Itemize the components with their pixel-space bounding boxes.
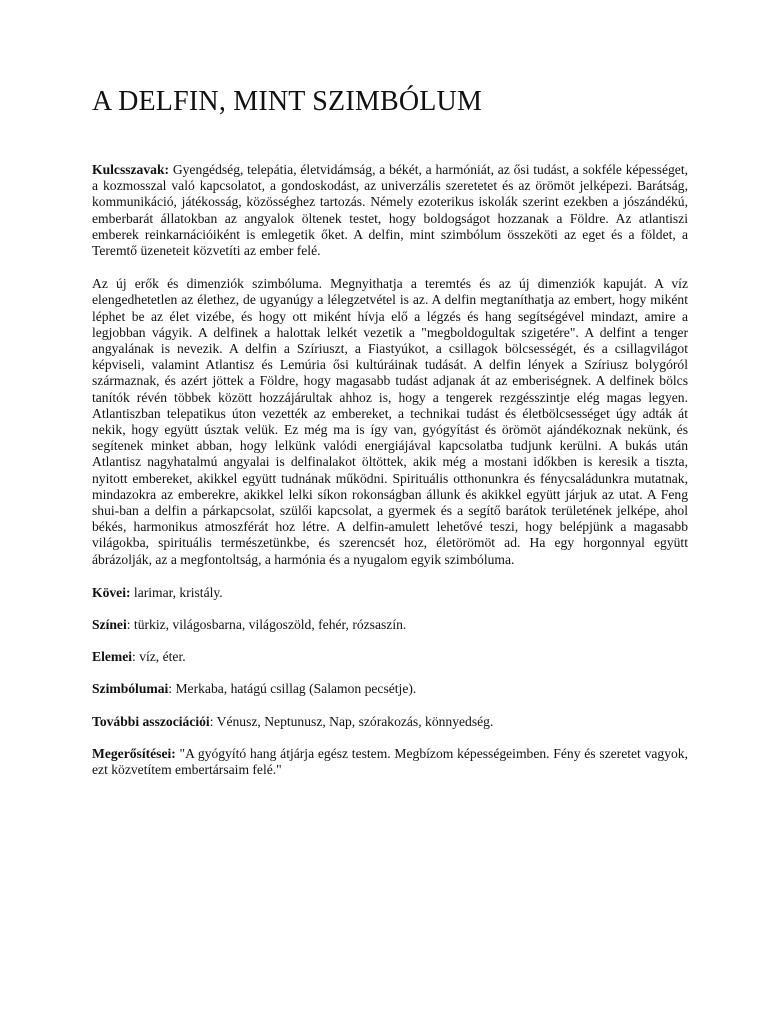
field-text: : Merkaba, hatágú csillag (Salamon pecsétje). [168, 681, 417, 697]
keywords-label: Kulcsszavak: [92, 162, 170, 177]
field-elements [92, 649, 688, 665]
field-affirmations [92, 746, 688, 778]
document-body [92, 162, 688, 794]
field-text: : víz, éter. [132, 649, 186, 665]
field-associations [92, 714, 688, 730]
keywords-text: Gyengédség, telepátia, életvidámság, a békét, a harmóniát, az ősi tudást, a sokféle képességet, a kozmosszal való kapcsolatot, a gondoskodást, az univerzális szeretetet és az örömöt jelképezi. Barátság, kommunikáció, játékosság, közösséghez tartozás. Némely ezoterikus iskolák szerint ezekben a jószándékú, emberbarát állatokban az angyalok öltenek testet, hogy boldogságot hozzanak a Földre. Az atlantiszi emberek reinkarnációiként is emlegetik őket. A delfin, mint szimbólum összeköti az eget és a földet, a Teremtő üzeneteit közvetíti az ember felé. [92, 162, 688, 259]
field-stones [92, 585, 688, 601]
field-label: Színei [92, 617, 127, 633]
field-label: Szimbólumai [92, 681, 169, 697]
document-title: A DELFIN, MINT SZIMBÓLUM [92, 86, 483, 117]
field-text: : türkiz, világosbarna, világoszöld, fehér, rózsaszín. [126, 617, 407, 633]
field-text: "A gyógyító hang átjárja egész testem. Megbízom képességeimben. Fény és szeretet vagyok, ezt közvetítem embertársaim felé." [92, 745, 688, 778]
field-text: larimar, kristály. [130, 584, 223, 600]
keywords-paragraph [92, 162, 688, 259]
field-symbols [92, 681, 688, 697]
field-label: Elemei [92, 649, 133, 665]
field-label: További asszociációi [92, 713, 210, 729]
field-text: : Vénusz, Neptunusz, Nap, szórakozás, könnyedség. [209, 713, 494, 729]
symbolism-paragraph: Az új erők és dimenziók szimbóluma. Megnyithatja a teremtés és az új dimenziók kapuját. A víz elengedhetetlen az élethez, de ugyanúgy a lélegzetvétel is az. A delfin megtaníthatja az embert, hogy miként léphet be az élet vizébe, és hogy ott miként hívja elő a légzés és hang segítségével mindazt, amire a legjobban vágyik. A delfinek a halottak lelkét vezetik a "megboldogultak szigetére". A delfint a tenger angyalának is nevezik. A delfin a Szíriuszt, a Fiastyúkot, a csillagok bölcsességét, és a csillagvilágot képviseli, valamint Atlantisz és Lemúria ősi kultúráinak tudását. A delfin lények a Szíriusz bolygóról származnak, és azért jöttek a Földre, hogy magasabb tudást adjanak át az emberiségnek. A delfinek bölcs tanítók révén többek között hozzájárultak ahhoz is, hogy a tengerek rezgésszintje elég magas legyen. Atlantiszban telepatikus úton vezették az embereket, a technikai tudást és életbölcsességet úgy adták át nekik, hogy együtt úsztak velük. Ez még ma is így van, gyógyítást és örömöt ajándékoznak nekünk, és segítenek minket abban, hogy lelkünk valódi energiájával kapcsolatba tudjunk kerülni. A bukás után Atlantisz nagyhatalmú angyalai is delfinalakot öltöttek, akik még a mostani időkben is keresik a tiszta, nyitott embereket, akikkel együtt tudnának működni. Spirituális otthonunkra és fénycsaládunkra mutatnak, mindazokra az emberekre, akikkel lelki síkon rokonságban állunk és akikkel együtt járjuk az utat. A Feng shui-ban a delfin a párkapcsolat, szülői kapcsolat, a gyermek és a segítő barátok területének jelképe, ahol békés, harmonikus atmoszférát hoz létre. A delfin-amulett lehetővé teszi, hogy belépjünk a magasabb világokba, spirituális természetünkbe, és szerencsét hoz, életörömöt ad. Ha egy horgonnyal együtt ábrázolják, az a megfontoltság, a harmónia és a nyugalom egyik szimbóluma. [92, 276, 688, 567]
field-label: Megerősítései: [92, 745, 176, 761]
field-colors [92, 617, 688, 633]
field-label: Kövei: [92, 584, 131, 600]
